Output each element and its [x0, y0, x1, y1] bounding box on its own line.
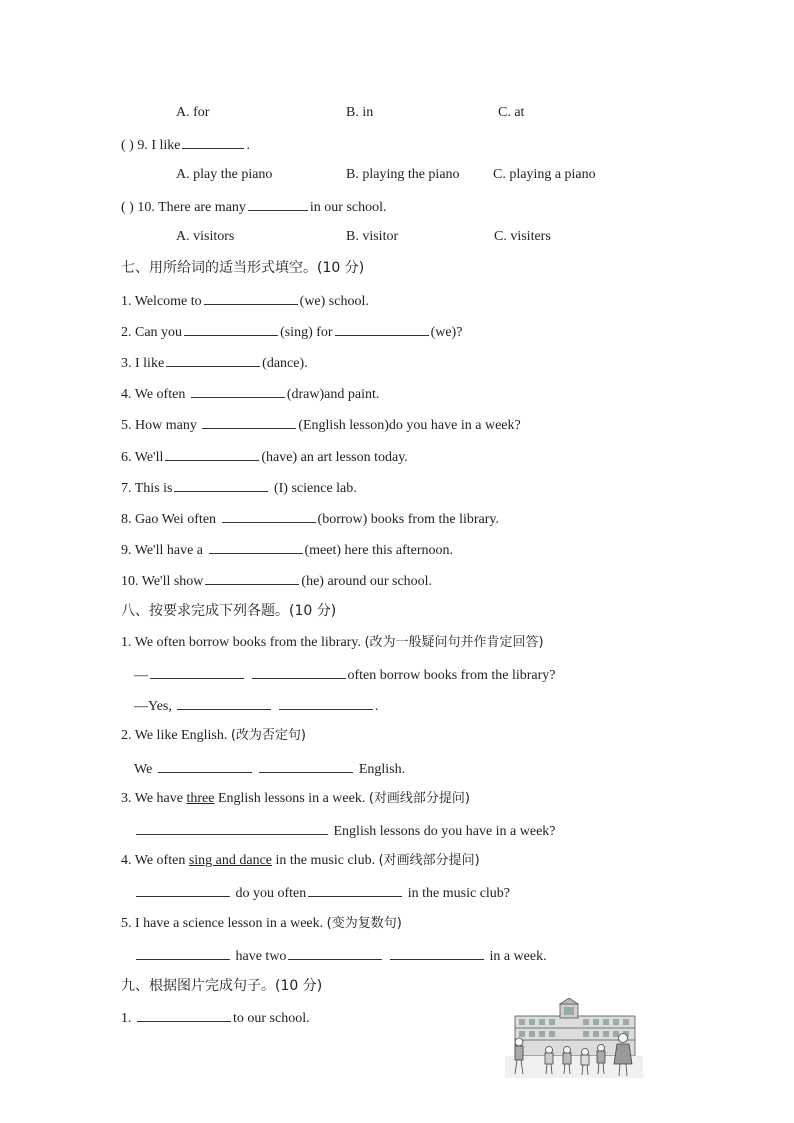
- section-8-title: 八、按要求完成下列各题。(10 分): [121, 603, 337, 619]
- blank[interactable]: [182, 135, 244, 149]
- s8-q2-answer-text: We: [134, 762, 156, 777]
- blank[interactable]: [205, 571, 299, 585]
- s7-item: [121, 291, 369, 311]
- school-illustration: [505, 998, 643, 1078]
- blank[interactable]: [209, 540, 303, 554]
- blank[interactable]: [165, 447, 259, 461]
- blank[interactable]: [202, 415, 296, 429]
- blank[interactable]: [279, 696, 373, 710]
- q9-option-a: A. play the piano: [176, 167, 273, 182]
- s7-item: [121, 353, 308, 373]
- s8-q5-stem: [121, 915, 402, 933]
- s7-item: [121, 322, 462, 342]
- s8-q5-text: 5. I have a science lesson in a week.: [121, 916, 327, 931]
- s7-item: [121, 447, 408, 467]
- s7-item-text: 2. Can you: [121, 325, 183, 340]
- s8-q4-answer-text: in the music club?: [404, 886, 511, 901]
- s8-q3-stem: [121, 790, 470, 808]
- s8-q5-answer: [134, 946, 547, 966]
- s7-item-hint: (meet) here this afternoon.: [304, 543, 453, 558]
- s7-item-hint: (we) school.: [299, 294, 369, 309]
- s8-q2-answer-text: English.: [355, 762, 406, 777]
- s8-q2-text: 2. We like English.: [121, 728, 231, 743]
- s8-q4-text: 4. We often: [121, 853, 189, 868]
- q9-option-b: B. playing the piano: [346, 167, 460, 182]
- blank[interactable]: [335, 322, 429, 336]
- s8-q3-text: English lessons in a week.: [214, 791, 369, 806]
- s8-q1-instruction: (改为一般疑问句并作肯定回答): [364, 635, 544, 650]
- s7-item-hint: (borrow) books from the library.: [317, 512, 499, 527]
- s7-item: [121, 384, 379, 404]
- s8-q1-text: 1. We often borrow books from the library.: [121, 635, 365, 650]
- s8-q1-answer-text: often borrow books from the library?: [347, 668, 556, 683]
- s7-item-text: 10. We'll show: [121, 574, 204, 589]
- blank[interactable]: [174, 478, 268, 492]
- s7-item-text: 4. We often: [121, 387, 189, 402]
- section-7-title: 七、用所给词的适当形式填空。(10 分): [121, 260, 365, 276]
- s8-q5-answer-text: in a week.: [485, 949, 547, 964]
- s7-item-hint: (we)?: [430, 325, 463, 340]
- answer-paren[interactable]: ( ): [121, 138, 134, 153]
- s8-q5-answer-text: have two: [232, 949, 287, 964]
- blank[interactable]: [259, 759, 353, 773]
- s8-q4-stem: [121, 852, 480, 870]
- s7-item-text: 5. How many: [121, 418, 201, 433]
- blank[interactable]: [136, 946, 230, 960]
- blank[interactable]: [248, 197, 308, 211]
- blank[interactable]: [136, 821, 328, 835]
- s7-item: [121, 540, 453, 560]
- blank[interactable]: [136, 883, 230, 897]
- s7-item-hint: (sing) for: [280, 325, 333, 340]
- s8-q5-instruction: (变为复数句): [326, 916, 402, 931]
- dash: —: [134, 668, 148, 683]
- blank[interactable]: [177, 696, 271, 710]
- s7-item-hint: (draw)and paint.: [286, 387, 380, 402]
- blank[interactable]: [158, 759, 252, 773]
- q8-option-b: B. in: [346, 105, 374, 120]
- blank[interactable]: [308, 883, 402, 897]
- q9-tail: .: [246, 138, 250, 153]
- s7-item-hint: (English lesson)do you have in a week?: [298, 418, 521, 433]
- s8-q2-answer: [134, 759, 405, 779]
- s9-q1: [121, 1008, 310, 1028]
- blank[interactable]: [252, 665, 346, 679]
- s8-q4-answer-text: do you often: [232, 886, 307, 901]
- underlined-phrase: three: [186, 791, 215, 806]
- section-9-title: 九、根据图片完成句子。(10 分): [121, 978, 323, 994]
- s8-q3-instruction: (对画线部分提问): [368, 791, 470, 806]
- q10-option-b: B. visitor: [346, 229, 399, 244]
- s7-item: [121, 571, 432, 591]
- period: .: [374, 699, 379, 714]
- dash: —Yes,: [134, 699, 176, 714]
- s7-item-hint: (he) around our school.: [301, 574, 433, 589]
- s7-item: [121, 415, 521, 435]
- q10-tail: in our school.: [309, 200, 387, 215]
- blank[interactable]: [222, 509, 316, 523]
- blank[interactable]: [150, 665, 244, 679]
- blank[interactable]: [390, 946, 484, 960]
- q10-stem: [121, 197, 387, 217]
- q9-option-c: C. playing a piano: [493, 167, 596, 182]
- s8-q3-answer-text: English lessons do you have in a week?: [330, 824, 556, 839]
- blank[interactable]: [288, 946, 382, 960]
- s8-q4-text: in the music club.: [272, 853, 379, 868]
- s7-item-text: 1. Welcome to: [121, 294, 202, 309]
- q10-option-a: A. visitors: [176, 229, 235, 244]
- q8-option-a: A. for: [176, 105, 210, 120]
- s7-item-text: 7. This is: [121, 481, 173, 496]
- s9-q1-number: 1.: [121, 1011, 135, 1026]
- s7-item: [121, 509, 499, 529]
- s8-q2-instruction: (改为否定句): [230, 728, 306, 743]
- s7-item-hint: (dance).: [262, 356, 308, 371]
- s7-item-text: 3. I like: [121, 356, 165, 371]
- q9-text: 9. I like: [137, 138, 181, 153]
- s8-q3-text: 3. We have: [121, 791, 187, 806]
- blank[interactable]: [191, 384, 285, 398]
- blank[interactable]: [166, 353, 260, 367]
- underlined-phrase: sing and dance: [188, 853, 273, 868]
- s8-q4-instruction: (对画线部分提问): [378, 853, 480, 868]
- s8-q1-stem: [121, 634, 544, 652]
- s7-item-hint: (I) science lab.: [270, 481, 357, 496]
- s8-q3-answer: [134, 821, 556, 841]
- s8-q2-stem: [121, 727, 306, 745]
- s7-item-hint: (have) an art lesson today.: [261, 450, 408, 465]
- s7-item-text: 8. Gao Wei often: [121, 512, 220, 527]
- q9-stem: [121, 135, 250, 155]
- q10-option-c: C. visiters: [494, 229, 551, 244]
- s8-q4-answer: [134, 883, 510, 903]
- q10-text: 10. There are many: [137, 200, 246, 215]
- blank[interactable]: [137, 1008, 231, 1022]
- blank[interactable]: [184, 322, 278, 336]
- s8-q1-answer-2: [134, 696, 378, 716]
- s7-item-text: 6. We'll: [121, 450, 164, 465]
- s9-q1-text: to our school.: [233, 1011, 310, 1026]
- blank[interactable]: [204, 291, 298, 305]
- s7-item-text: 9. We'll have a: [121, 543, 207, 558]
- s7-item: [121, 478, 357, 498]
- answer-paren[interactable]: ( ): [121, 200, 134, 215]
- q8-option-c: C. at: [498, 105, 525, 120]
- s8-q1-answer-1: [134, 665, 556, 685]
